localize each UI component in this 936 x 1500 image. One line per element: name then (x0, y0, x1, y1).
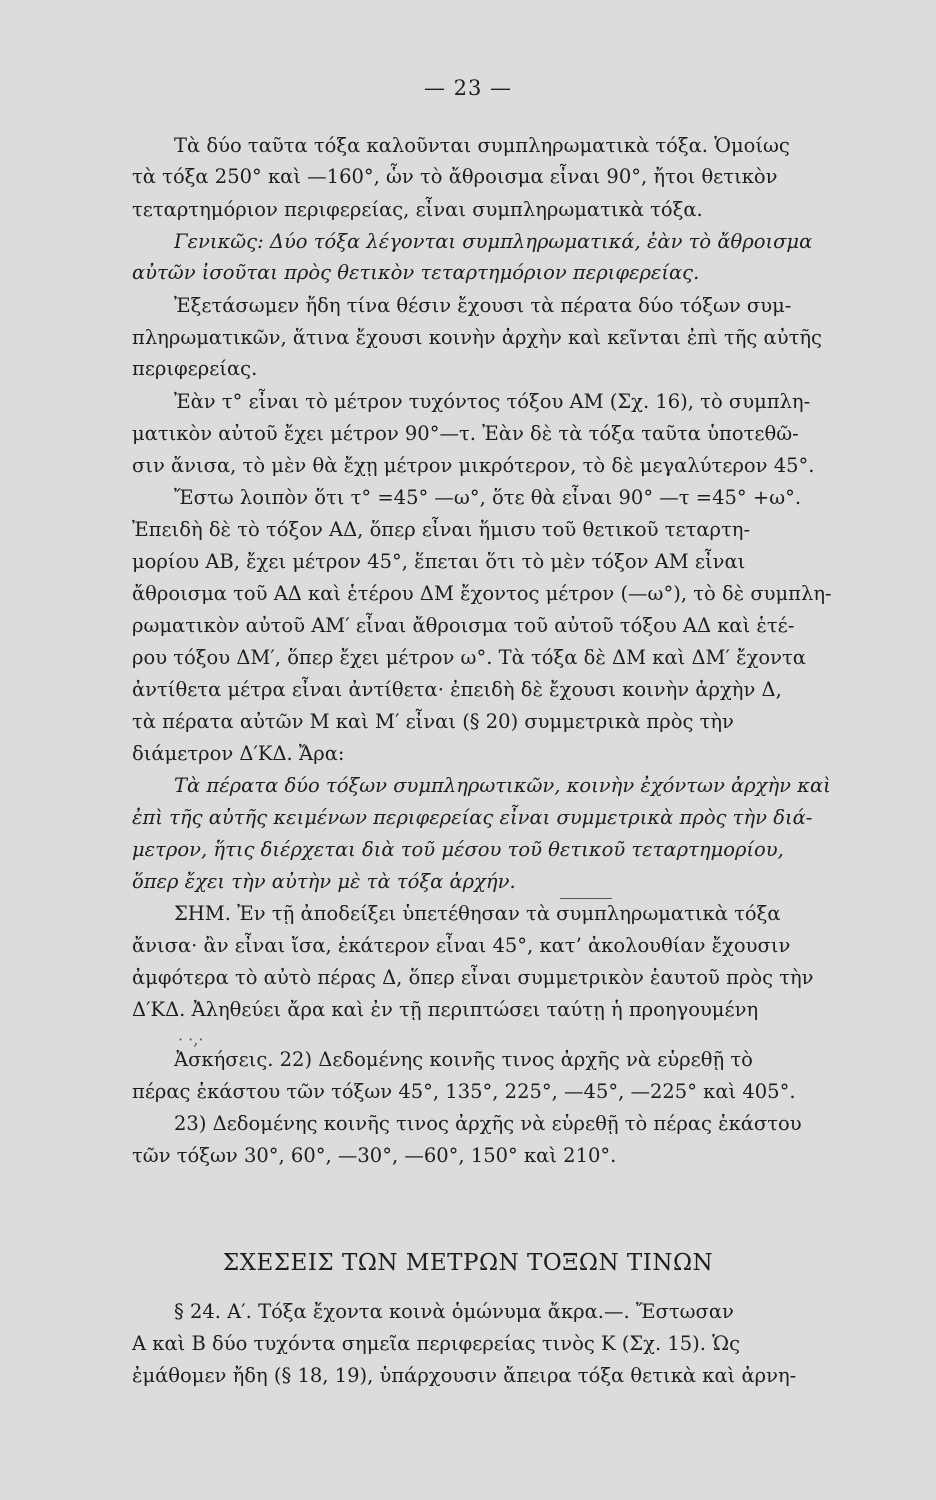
text-line: τῶν τόξων 30°, 60°, —30°, —60°, 150° καὶ 210°. (132, 1144, 617, 1167)
text-line: περιφερείας. (132, 357, 258, 380)
speck-mark: · ·,· (178, 1030, 204, 1049)
text-line: Ἐπειδὴ δὲ τὸ τόξον ΑΔ, ὅπερ εἶναι ἥμισυ τοῦ θετικοῦ τεταρτη- (132, 518, 751, 541)
text-line: ὅπερ ἔχει τὴν αὐτὴν μὲ τὰ τόξα ἀρχήν. (132, 870, 516, 893)
text-line: μορίου ΑΒ, ἔχει μέτρον 45°, ἕπεται ὅτι τὸ μὲν τόξον ΑΜ εἶναι (132, 550, 746, 573)
text-line: πέρας ἑκάστου τῶν τόξων 45°, 135°, 225°, —45°, —225° καὶ 405°. (132, 1080, 796, 1103)
text-line: ἀμφότερα τὸ αὐτὸ πέρας Δ, ὅπερ εἶναι συμμετρικὸν ἑαυτοῦ πρὸς τὴν (132, 966, 814, 989)
text-line: 23) Δεδομένης κοινῆς τινος ἀρχῆς νὰ εὑρεθῇ τὸ πέρας ἑκάστου (174, 1112, 802, 1135)
text-line: διάμετρον Δ′ΚΔ. Ἄρα: (132, 742, 345, 765)
text-line: ΣΗΜ. Ἐν τῇ ἀποδείξει ὑπετέθησαν τὰ συμπληρωματικὰ τόξα (174, 902, 781, 925)
text-line: Ἐξετάσωμεν ἤδη τίνα θέσιν ἔχουσι τὰ πέρατα δύο τόξων συμ- (174, 294, 792, 317)
text-line: ἄθροισμα τοῦ ΑΔ καὶ ἑτέρου ΔΜ ἔχοντος μέτρον (—ω°), τὸ δὲ συμπλη- (132, 582, 832, 605)
text-line: τεταρτημόριον περιφερείας, εἶναι συμπληρωματικὰ τόξα. (132, 198, 703, 221)
text-line: Ἔστω λοιπὸν ὅτι τ° =45° —ω°, ὅτε θὰ εἶναι 90° —τ =45° +ω°. (174, 486, 802, 509)
text-line: ἀντίθετα μέτρα εἶναι ἀντίθετα· ἐπειδὴ δὲ ἔχουσι κοινὴν ἀρχὴν Δ, (132, 678, 782, 701)
text-line: Ἀσκήσεις. 22) Δεδομένης κοινῆς τινος ἀρχῆς νὰ εὑρεθῇ τὸ (174, 1048, 753, 1071)
text-line: Δ′ΚΔ. Ἀληθεύει ἄρα καὶ ἐν τῇ περιπτώσει ταύτῃ ἡ προηγουμένη (132, 998, 759, 1021)
text-line: § 24. Α′. Τόξα ἔχοντα κοινὰ ὁμώνυμα ἄκρα.—. Ἔστωσαν (174, 1300, 734, 1323)
text-line: Ἐὰν τ° εἶναι τὸ μέτρον τυχόντος τόξου ΑΜ (Σχ. 16), τὸ συμπλη- (174, 390, 811, 413)
text-line: ρωματικὸν αὐτοῦ ΑΜ′ εἶναι ἄθροισμα τοῦ αὐτοῦ τόξου ΑΔ καὶ ἑτέ- (132, 614, 795, 637)
text-line: ἄνισα· ἂν εἶναι ἴσα, ἑκάτερον εἶναι 45°, κατ’ ἀκολουθίαν ἔχουσιν (132, 934, 791, 957)
text-line: Τὰ δύο ταῦτα τόξα καλοῦνται συμπληρωματικὰ τόξα. Ὁμοίως (174, 134, 790, 157)
text-line: τὰ πέρατα αὐτῶν Μ καὶ Μ′ εἶναι (§ 20) συμμετρικὰ πρὸς τὴν (132, 710, 734, 733)
text-line: ἐμάθομεν ἤδη (§ 18, 19), ὑπάρχουσιν ἄπειρα τόξα θετικὰ καὶ ἀρνη- (132, 1364, 797, 1387)
page-number: — 23 — (423, 76, 513, 100)
text-line: ἐπὶ τῆς αὐτῆς κειμένων περιφερείας εἶναι συμμετρικὰ πρὸς τὴν διά- (132, 806, 813, 829)
text-line: ματικὸν αὐτοῦ ἔχει μέτρον 90°—τ. Ἐὰν δὲ τὰ τόξα ταῦτα ὑποτεθῶ- (132, 422, 799, 445)
section-heading: ΣΧΕΣΕΙΣ ΤΩΝ ΜΕΤΡΩΝ ΤΟΞΩΝ ΤΙΝΩΝ (222, 1250, 714, 1276)
text-line: σιν ἄνισα, τὸ μὲν θὰ ἔχῃ μέτρον μικρότερον, τὸ δὲ μεγαλύτερον 45°. (132, 454, 815, 477)
text-line: ρου τόξου ΔΜ′, ὅπερ ἔχει μέτρον ω°. Τὰ τόξα δὲ ΔΜ καὶ ΔΜ′ ἔχοντα (132, 646, 806, 669)
text-line: πληρωματικῶν, ἅτινα ἔχουσι κοινὴν ἀρχὴν καὶ κεῖνται ἐπὶ τῆς αὐτῆς (132, 326, 822, 349)
text-line: Γενικῶς: Δύο τόξα λέγονται συμπληρωματικά, ἐὰν τὸ ἄθροισμα (174, 230, 813, 253)
text-line: τὰ τόξα 250° καὶ —160°, ὧν τὸ ἄθροισμα εἶναι 90°, ἤτοι θετικὸν (132, 165, 778, 188)
text-line: αὐτῶν ἰσοῦται πρὸς θετικὸν τεταρτημόριον περιφερείας. (132, 261, 700, 284)
text-line: Α καὶ Β δύο τυχόντα σημεῖα περιφερείας τινὸς Κ (Σχ. 15). Ὡς (132, 1332, 741, 1355)
text-line: μετρον, ἥτις διέρχεται διὰ τοῦ μέσου τοῦ θετικοῦ τεταρτημορίου, (132, 838, 784, 861)
text-line: Τὰ πέρατα δύο τόξων συμπληρωτικῶν, κοινὴν ἐχόντων ἀρχὴν καὶ (174, 774, 831, 797)
